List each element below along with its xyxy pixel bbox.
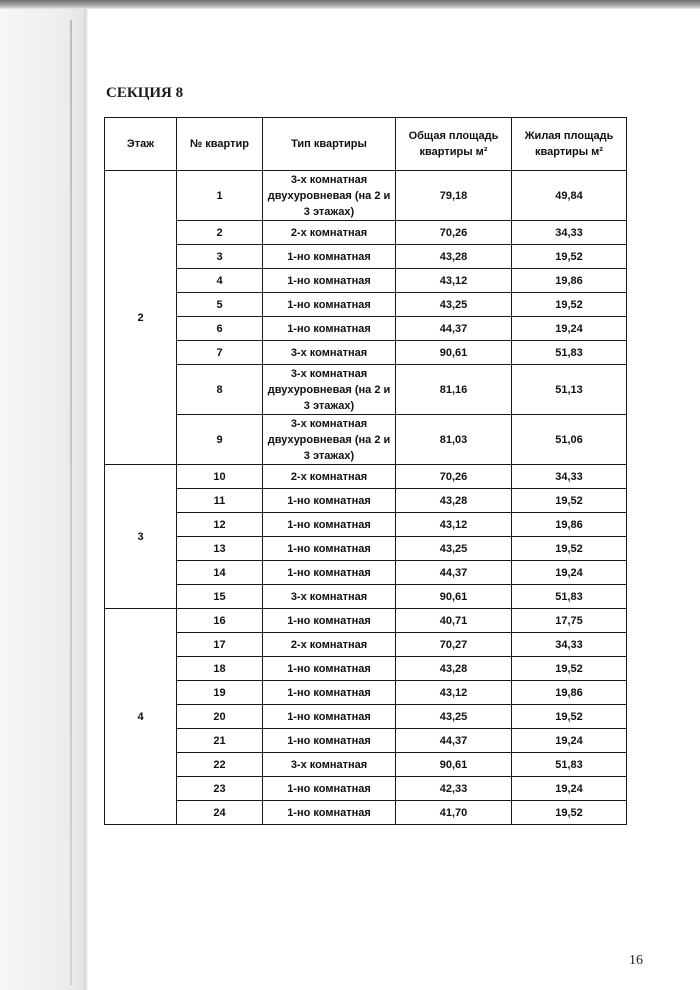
apartment-type-cell: 2-х комнатная xyxy=(263,465,396,489)
living-area-cell: 19,86 xyxy=(512,269,627,293)
table-row xyxy=(105,489,627,513)
table-row xyxy=(105,317,627,341)
table-row xyxy=(105,777,627,801)
apartment-type-cell: 3-х комнатная двухуровневая (на 2 и 3 этажах) xyxy=(263,415,396,465)
living-area-cell: 19,52 xyxy=(512,537,627,561)
total-area-cell: 90,61 xyxy=(396,585,512,609)
apartment-type-cell: 3-х комнатная xyxy=(263,341,396,365)
apartment-type-cell: 1-но комнатная xyxy=(263,489,396,513)
apartment-type-cell: 1-но комнатная xyxy=(263,561,396,585)
header-apartment-number: № квартир xyxy=(177,118,263,171)
binding-shadow-line xyxy=(70,20,72,985)
page-number: 16 xyxy=(629,953,643,968)
page-edge-shadow xyxy=(84,9,88,990)
total-area-cell: 70,26 xyxy=(396,221,512,245)
table-row xyxy=(105,753,627,777)
total-area-cell: 40,71 xyxy=(396,609,512,633)
living-area-cell: 34,33 xyxy=(512,633,627,657)
table-row xyxy=(105,585,627,609)
living-area-cell: 19,86 xyxy=(512,681,627,705)
table-row xyxy=(105,513,627,537)
table-row xyxy=(105,657,627,681)
apartment-number-cell: 10 xyxy=(177,465,263,489)
scan-left-margin xyxy=(0,0,88,990)
total-area-cell: 43,28 xyxy=(396,657,512,681)
apartments-table xyxy=(104,117,627,825)
table-row xyxy=(105,801,627,825)
total-area-cell: 70,26 xyxy=(396,465,512,489)
table-header-row xyxy=(105,118,627,171)
total-area-cell: 81,03 xyxy=(396,415,512,465)
total-area-cell: 42,33 xyxy=(396,777,512,801)
living-area-cell: 51,83 xyxy=(512,585,627,609)
apartment-number-cell: 9 xyxy=(177,415,263,465)
total-area-cell: 43,12 xyxy=(396,681,512,705)
apartment-type-cell: 3-х комнатная xyxy=(263,585,396,609)
header-living-area: Жилая площадь квартиры м² xyxy=(512,118,627,171)
total-area-cell: 90,61 xyxy=(396,753,512,777)
apartment-number-cell: 22 xyxy=(177,753,263,777)
table-row xyxy=(105,221,627,245)
table-row xyxy=(105,705,627,729)
total-area-cell: 44,37 xyxy=(396,561,512,585)
apartment-type-cell: 1-но комнатная xyxy=(263,293,396,317)
total-area-cell: 43,25 xyxy=(396,293,512,317)
apartment-number-cell: 8 xyxy=(177,365,263,415)
table-row xyxy=(105,365,627,415)
living-area-cell: 34,33 xyxy=(512,465,627,489)
floor-cell: 4 xyxy=(105,609,177,825)
apartment-type-cell: 1-но комнатная xyxy=(263,657,396,681)
total-area-cell: 43,25 xyxy=(396,537,512,561)
apartment-number-cell: 5 xyxy=(177,293,263,317)
living-area-cell: 19,52 xyxy=(512,801,627,825)
table-row xyxy=(105,341,627,365)
total-area-cell: 90,61 xyxy=(396,341,512,365)
table-row xyxy=(105,465,627,489)
table-row xyxy=(105,415,627,465)
apartment-type-cell: 1-но комнатная xyxy=(263,317,396,341)
apartment-type-cell: 3-х комнатная двухуровневая (на 2 и 3 этажах) xyxy=(263,365,396,415)
section-title: СЕКЦИЯ 8 xyxy=(106,85,184,101)
apartment-number-cell: 19 xyxy=(177,681,263,705)
apartment-type-cell: 1-но комнатная xyxy=(263,681,396,705)
apartment-number-cell: 14 xyxy=(177,561,263,585)
apartment-type-cell: 1-но комнатная xyxy=(263,801,396,825)
apartment-type-cell: 1-но комнатная xyxy=(263,269,396,293)
apartment-number-cell: 4 xyxy=(177,269,263,293)
apartment-number-cell: 3 xyxy=(177,245,263,269)
header-floor: Этаж xyxy=(105,118,177,171)
living-area-cell: 19,52 xyxy=(512,489,627,513)
living-area-cell: 51,13 xyxy=(512,365,627,415)
total-area-cell: 43,28 xyxy=(396,245,512,269)
apartment-number-cell: 17 xyxy=(177,633,263,657)
table-row xyxy=(105,561,627,585)
living-area-cell: 51,06 xyxy=(512,415,627,465)
apartment-number-cell: 13 xyxy=(177,537,263,561)
apartment-number-cell: 16 xyxy=(177,609,263,633)
apartment-number-cell: 1 xyxy=(177,171,263,221)
total-area-cell: 43,28 xyxy=(396,489,512,513)
total-area-cell: 44,37 xyxy=(396,317,512,341)
apartment-number-cell: 11 xyxy=(177,489,263,513)
apartment-type-cell: 3-х комнатная двухуровневая (на 2 и 3 этажах) xyxy=(263,171,396,221)
floor-cell: 3 xyxy=(105,465,177,609)
living-area-cell: 19,52 xyxy=(512,657,627,681)
total-area-cell: 43,12 xyxy=(396,513,512,537)
total-area-cell: 41,70 xyxy=(396,801,512,825)
apartment-type-cell: 1-но комнатная xyxy=(263,537,396,561)
apartment-type-cell: 1-но комнатная xyxy=(263,705,396,729)
living-area-cell: 34,33 xyxy=(512,221,627,245)
apartment-number-cell: 23 xyxy=(177,777,263,801)
table-row xyxy=(105,171,627,221)
living-area-cell: 19,52 xyxy=(512,705,627,729)
table-row xyxy=(105,729,627,753)
living-area-cell: 19,24 xyxy=(512,317,627,341)
header-apartment-type: Тип квартиры xyxy=(263,118,396,171)
apartment-type-cell: 1-но комнатная xyxy=(263,513,396,537)
living-area-cell: 17,75 xyxy=(512,609,627,633)
living-area-cell: 51,83 xyxy=(512,753,627,777)
apartment-type-cell: 1-но комнатная xyxy=(263,245,396,269)
table-row xyxy=(105,609,627,633)
living-area-cell: 19,24 xyxy=(512,777,627,801)
living-area-cell: 19,24 xyxy=(512,729,627,753)
table-row xyxy=(105,245,627,269)
total-area-cell: 70,27 xyxy=(396,633,512,657)
living-area-cell: 19,24 xyxy=(512,561,627,585)
total-area-cell: 81,16 xyxy=(396,365,512,415)
total-area-cell: 43,25 xyxy=(396,705,512,729)
scan-top-edge xyxy=(0,0,700,9)
table-row xyxy=(105,537,627,561)
apartment-type-cell: 1-но комнатная xyxy=(263,609,396,633)
table-row xyxy=(105,633,627,657)
apartment-type-cell: 2-х комнатная xyxy=(263,633,396,657)
apartment-number-cell: 2 xyxy=(177,221,263,245)
living-area-cell: 49,84 xyxy=(512,171,627,221)
apartment-type-cell: 2-х комнатная xyxy=(263,221,396,245)
total-area-cell: 79,18 xyxy=(396,171,512,221)
table-row xyxy=(105,681,627,705)
table-row xyxy=(105,293,627,317)
floor-cell: 2 xyxy=(105,171,177,465)
apartment-number-cell: 6 xyxy=(177,317,263,341)
table-row xyxy=(105,269,627,293)
apartment-type-cell: 1-но комнатная xyxy=(263,777,396,801)
total-area-cell: 43,12 xyxy=(396,269,512,293)
apartment-type-cell: 3-х комнатная xyxy=(263,753,396,777)
living-area-cell: 51,83 xyxy=(512,341,627,365)
apartment-number-cell: 15 xyxy=(177,585,263,609)
header-total-area: Общая площадь квартиры м² xyxy=(396,118,512,171)
table-body xyxy=(105,171,627,825)
living-area-cell: 19,86 xyxy=(512,513,627,537)
living-area-cell: 19,52 xyxy=(512,293,627,317)
apartment-number-cell: 21 xyxy=(177,729,263,753)
apartment-number-cell: 18 xyxy=(177,657,263,681)
apartment-type-cell: 1-но комнатная xyxy=(263,729,396,753)
apartment-number-cell: 7 xyxy=(177,341,263,365)
total-area-cell: 44,37 xyxy=(396,729,512,753)
living-area-cell: 19,52 xyxy=(512,245,627,269)
apartment-number-cell: 20 xyxy=(177,705,263,729)
apartment-number-cell: 24 xyxy=(177,801,263,825)
apartment-number-cell: 12 xyxy=(177,513,263,537)
